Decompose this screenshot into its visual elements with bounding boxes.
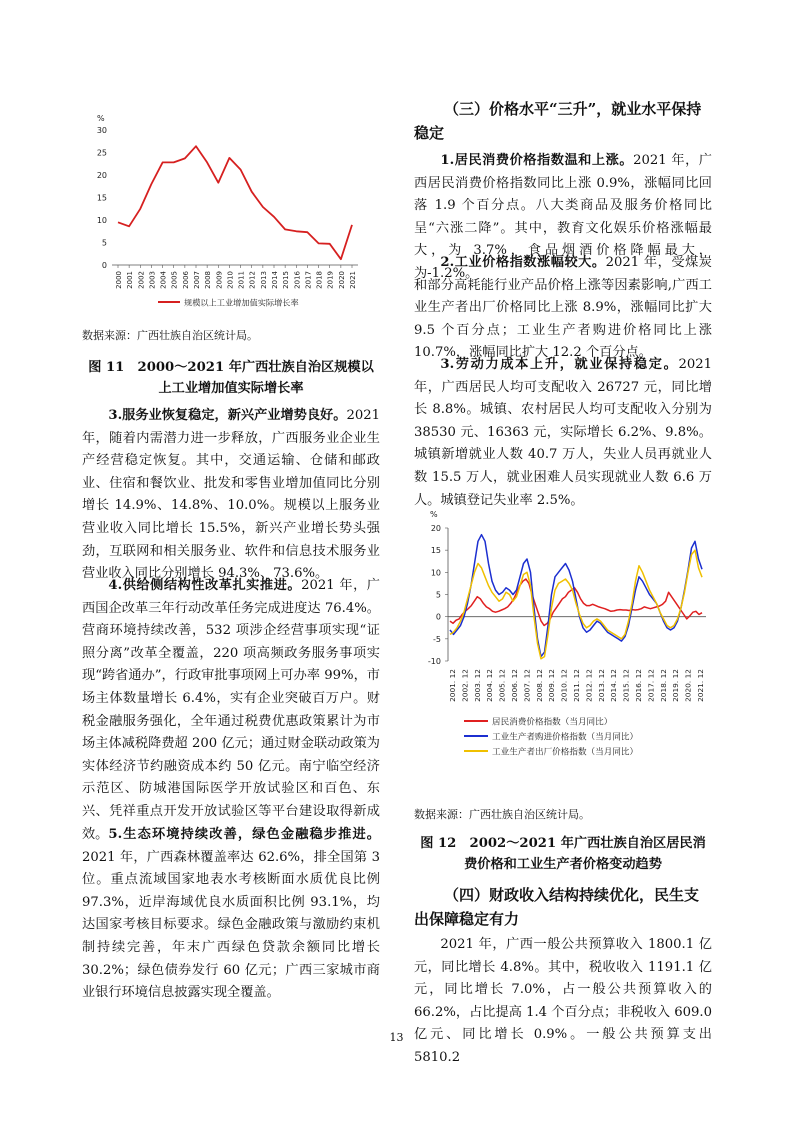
section-3-title: （三）价格水平“三升”，就业水平保持稳定	[414, 100, 702, 142]
section-4-title: （四）财政收入结构持续优化，民生支出保障稳定有力	[414, 886, 700, 928]
fig12-legend-label-ex-factory: 工业生产者出厂价格指数（当月同比）	[492, 747, 639, 758]
left-paragraph-ecology-text: 2021 年，广西森林覆盖率达 62.6%，排全国第 3 位。重点流域国家地表水考核断面水质优良比例 97.3%，近岸海域优良水质面积比例 93.1%，均达国家考核目标要求。绿色金融政策与激励约束机制持续完善，年末广西绿色贷款余额同比增长 30.2%；绿色债券发行 60 亿元；广西三家城市商业银行环境信息披露实现全覆盖。	[82, 849, 380, 1001]
fig12-chart	[414, 506, 712, 792]
fig11-x-tick-label: 2014	[271, 271, 279, 289]
fig11-x-tick-label: 2003	[148, 271, 157, 289]
fig12-x-tick-label: 2001. 12	[448, 669, 457, 702]
fig11-y-tick-label: 30	[96, 126, 107, 135]
fig12-y-tick-label: 10	[430, 568, 441, 578]
right-paragraph-labor	[414, 354, 712, 512]
fig12-y-tick-label: 20	[430, 524, 441, 533]
fig11-y-tick-label: 15	[96, 193, 107, 203]
left-paragraph-services	[82, 405, 380, 586]
fig11-x-tick-label: 2018	[315, 271, 324, 289]
fig11-x-tick-label: 2004	[159, 271, 168, 289]
fig11-x-tick-label: 2011	[237, 271, 246, 289]
fig11-x-tick-label: 2007	[193, 271, 201, 289]
fig11-x-tick-label: 2008	[204, 271, 213, 289]
fig11-y-unit: %	[97, 114, 105, 123]
fig12-x-tick-label: 2007. 12	[522, 669, 532, 702]
fig11-y-tick-label: 20	[96, 171, 107, 180]
left-paragraph-ecology	[82, 824, 380, 1005]
fig12-legend-label-purchase: 工业生产者购进价格指数（当月同比）	[492, 732, 639, 743]
fig12-y-tick-label: 15	[430, 546, 441, 556]
left-paragraph-reform	[82, 575, 380, 846]
fig12-x-tick-label: 2014. 12	[609, 669, 619, 702]
fig12-x-tick-label: 2016. 12	[634, 669, 643, 702]
fig12-y-tick-label: -10	[427, 657, 441, 666]
fig12-legend-label-cpi: 居民消费价格指数（当月同比）	[492, 717, 613, 728]
left-paragraph-services-text: 2021 年，随着内需潜力进一步释放，广西服务业企业生产经营稳定恢复。其中，交通运输、仓储和邮政业、住宿和餐饮业、批发和零售业增加值同比分别增长 14.9%、14.8%、10.0%。规模以上服务业营业收入同比增长 15.5%，新兴产业增长势头强劲，互联网和相关服务业、软件和信息技术服务业营业收入同比分别增长 94.3%、73.6%。	[82, 408, 380, 582]
right-paragraph-cpi-text: 2021 年，广西居民消费价格指数同比上涨 0.9%，涨幅同比回落 1.9 个百分点。八大类商品及服务价格同比呈“六涨二降”。其中，教育文化娱乐价格涨幅最大，为 3.7%，食品烟酒价格降幅最大，为-1.2%。	[414, 153, 712, 281]
fig12-x-tick-label: 2008. 12	[534, 669, 544, 702]
fig12-x-tick-label: 2013. 12	[596, 669, 606, 702]
fig12-x-tick-label: 2006. 12	[510, 669, 519, 702]
right-paragraph-ppi-lead: 2.工业价格指数涨幅较大。	[440, 255, 606, 270]
fig11-x-tick-label: 2019	[326, 271, 335, 289]
fig11-x-tick-label: 2000	[115, 271, 123, 289]
left-paragraph-reform-text: 2021 年，广西国企改革三年行动改革任务完成进度达 76.4%。营商环境持续改善，532 项涉企经营事项实现“证照分离”改革全覆盖，220 项高频政务服务事项实现“跨省通办”，行政审批事项网上可办率 99%，市场主体数量增长 6.4%，实有企业突破百万户。财税金融服务强化，全年通过税费优惠政策累计为市场主体减税降费超 200 亿元；通过财金联动政策为实体经济节约融资成本约 50 亿元。南宁临空经济示范区、防城港国际医学开放试验区和百色、东兴、凭祥重点开发开放试验区等平台建设取得新成效。	[82, 578, 380, 842]
left-paragraph-reform-lead: 4.供给侧结构性改革扎实推进。	[108, 578, 302, 593]
fig12-series-line-2	[450, 550, 702, 659]
fig11-x-tick-label: 2017	[304, 271, 313, 289]
right-paragraph-cpi-lead: 1.居民消费价格指数温和上涨。	[440, 153, 634, 168]
fig12-x-tick-label: 2019. 12	[671, 669, 681, 702]
fig12-y-unit: %	[430, 510, 438, 519]
fig12-x-tick-label: 2018. 12	[658, 669, 668, 702]
fig11-y-tick-label: 0	[101, 261, 107, 270]
fig11-x-tick-label: 2016	[293, 271, 302, 289]
fig11-source: 数据来源：广西壮族自治区统计局。	[82, 329, 258, 342]
fig11-x-tick-label: 2012	[248, 271, 257, 289]
left-paragraph-ecology-lead: 5.生态环境持续改善，绿色金融稳步推进。	[108, 827, 380, 842]
fig12-x-tick-label: 2020. 12	[683, 669, 693, 702]
fig11-caption: 图 11 2000～2021 年广西壮族自治区规模以上工业增加值实际增长率	[88, 360, 374, 396]
fig11-legend-label: 规模以上工业增加值实际增长率	[184, 297, 299, 308]
fig12-source: 数据来源：广西壮族自治区统计局。	[414, 808, 590, 821]
fig11-y-tick-label: 25	[96, 148, 107, 158]
fig12-x-tick-label: 2002. 12	[460, 669, 470, 702]
fig11-x-tick-label: 2013	[259, 271, 268, 289]
fig12-caption: 图 12 2002～2021 年广西壮族自治区居民消费价格和工业生产者价格变动趋势	[420, 836, 706, 872]
fig11-series-line	[118, 146, 352, 259]
right-paragraph-labor-text: 2021 年，广西居民人均可支配收入 26727 元，同比增长 8.8%。城镇、农村居民人均可支配收入分别为 38530 元、16363 元，实际增长 6.2%、9.8%。城镇新增就业人数 40.7 万人，失业人员再就业人数 15.5 万人，就业困难人员实现就业人数 6.6 万人。城镇登记失业率 2.5%。	[414, 357, 712, 508]
fig11-x-tick-label: 2002	[137, 271, 146, 289]
left-paragraph-services-lead: 3.服务业恢复稳定，新兴产业增势良好。	[108, 408, 347, 423]
right-paragraph-ppi	[414, 252, 712, 365]
right-paragraph-labor-lead: 3.劳动力成本上升，就业保持稳定。	[440, 357, 679, 372]
fig11-x-tick-label: 2009	[215, 271, 224, 289]
fig12-x-tick-label: 2017. 12	[646, 669, 656, 702]
fig12-y-tick-label: 5	[435, 590, 441, 600]
fig11-y-tick-label: 5	[101, 238, 107, 248]
fig12-x-tick-label: 2021. 12	[696, 669, 705, 702]
fig12-y-tick-label: 0	[435, 612, 441, 622]
fig12-x-tick-label: 2012. 12	[584, 669, 594, 702]
fig11-chart	[82, 110, 380, 320]
fig12-y-tick-label: -5	[433, 634, 441, 644]
page-number: 13	[389, 1031, 404, 1044]
fig11-x-tick-label: 2015	[282, 271, 291, 289]
fig12-series-line-1	[450, 535, 702, 657]
fig12-x-tick-label: 2003. 12	[472, 669, 482, 702]
fig12-x-tick-label: 2009. 12	[547, 669, 557, 702]
fig12-x-tick-label: 2005. 12	[497, 669, 507, 702]
fig11-x-tick-label: 2020	[337, 271, 346, 289]
fig12-x-tick-label: 2004. 12	[485, 669, 495, 702]
fig11-x-tick-label: 2001	[126, 271, 135, 289]
right-paragraph-fiscal: 2021 年，广西一般公共预算收入 1800.1 亿元，同比增长 4.8%。其中，税收收入 1191.1 亿元，同比增长 7.0%，占一般公共预算收入的 66.2%，占比提高 1.4 个百分点；非税收入 609.0 亿元、同比增长 0.9%。一般公共预算支出 5810.2	[414, 937, 712, 1065]
right-paragraph-ppi-text: 2021 年，受煤炭和部分高耗能行业产品价格上涨等因素影响,广西工业生产者出厂价格同比上涨 8.9%，涨幅同比扩大 9.5 个百分点；工业生产者购进价格同比上涨 10.7%，涨幅同比扩大 12.2 个百分点。	[414, 255, 712, 361]
fig11-x-tick-label: 2010	[226, 271, 235, 289]
fig11-x-tick-label: 2021	[349, 271, 357, 289]
fig11-x-tick-label: 2005	[170, 271, 179, 289]
fig11-y-tick-label: 10	[96, 216, 107, 225]
fig11-x-tick-label: 2006	[181, 271, 190, 289]
fig12-x-tick-label: 2011. 12	[572, 669, 581, 702]
fig12-x-tick-label: 2015. 12	[621, 669, 631, 702]
fig12-x-tick-label: 2010. 12	[559, 669, 569, 702]
